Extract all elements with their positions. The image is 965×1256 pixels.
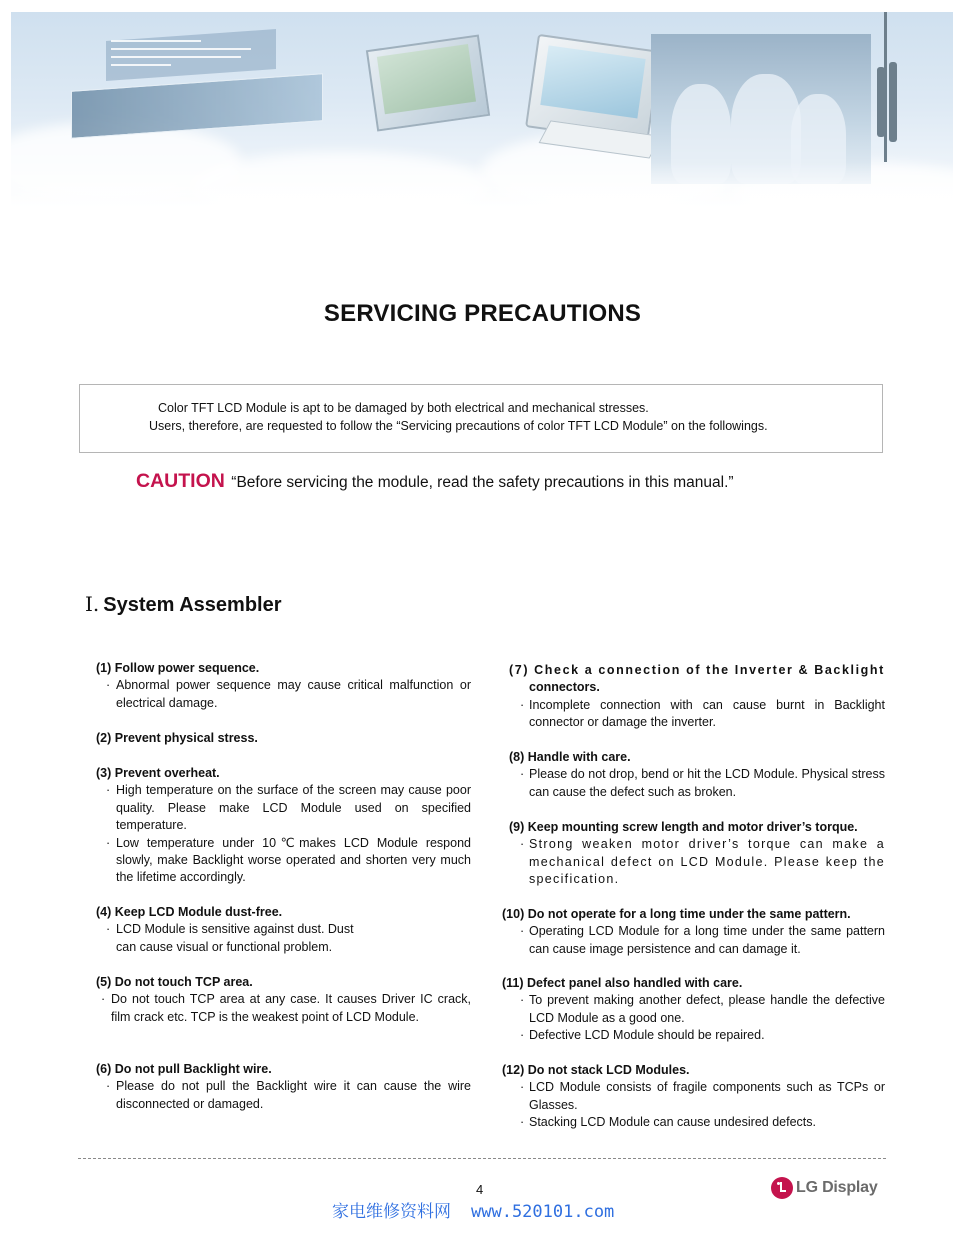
item-heading: (5) Do not touch TCP area. — [96, 975, 253, 989]
item-heading: (1) Follow power sequence. — [96, 661, 260, 675]
item-bullet — [509, 697, 885, 732]
item-heading: (2) Prevent physical stress. — [96, 731, 258, 745]
bullet-dot: · — [520, 1028, 525, 1043]
precaution-item-11 — [502, 975, 885, 1045]
precaution-item-3 — [96, 765, 471, 887]
bullet-dot: · — [520, 924, 525, 939]
bullet-text: Please do not pull the Backlight wire it can cause the wire disconnected or damaged. — [116, 1079, 471, 1111]
page-title: SERVICING PRECAUTIONS — [323, 300, 642, 327]
precaution-item-8 — [509, 749, 885, 801]
watermark-chinese: 家电维修资料网 — [332, 1202, 451, 1221]
bullet-text: Strong weaken motor driver’s torque can make a mechanical defect on LCD Module. Please keep the specification. — [529, 837, 885, 887]
item-bullet — [96, 991, 471, 1026]
item-bullet — [502, 1114, 885, 1131]
item-heading: (10) Do not operate for a long time under the same pattern. — [502, 907, 851, 921]
bullet-text: Stacking LCD Module can cause undesired defects. — [529, 1115, 816, 1130]
footer-divider — [78, 1158, 886, 1159]
page-number: 4 — [476, 1182, 484, 1197]
header-banner-image — [11, 12, 953, 212]
precaution-item-2 — [96, 730, 471, 747]
brand-name: LG Display — [796, 1179, 878, 1196]
item-bullet — [502, 923, 885, 958]
item-heading: (9) Keep mounting screw length and motor driver’s torque. — [509, 820, 858, 834]
item-heading-line-2: connectors. — [529, 680, 600, 695]
bullet-dot: · — [106, 1079, 111, 1094]
item-bullet — [96, 782, 471, 834]
precaution-item-12 — [502, 1062, 885, 1132]
item-heading: (11) Defect panel also handled with care. — [502, 976, 743, 990]
watermark-url: www.520101.com — [471, 1202, 615, 1222]
watermark — [332, 1197, 614, 1222]
bullet-dot: · — [106, 783, 111, 798]
section-title: System Assembler — [103, 594, 282, 616]
item-bullet — [96, 835, 471, 887]
bullet-text: Low temperature under 10℃makes LCD Module respond slowly, make Backlight worse operated and shorten very much the lifetime accordingly. — [116, 835, 471, 885]
bullet-text: To prevent making another defect, please handle the defective LCD Module as a good one. — [529, 993, 885, 1025]
lg-logo-icon — [771, 1177, 793, 1199]
item-bullet — [502, 992, 885, 1027]
item-bullet — [509, 766, 885, 801]
bullet-dot: · — [106, 678, 111, 693]
caution-message: “Before servicing the module, read the safety precautions in this manual.” — [231, 474, 734, 491]
bullet-dot: · — [520, 837, 526, 852]
precaution-item-10 — [502, 906, 885, 958]
bullet-dot: · — [106, 835, 111, 850]
bullet-text: Do not touch TCP area at any case. It causes Driver IC crack, film crack etc. TCP is the weakest point of LCD Module. — [111, 992, 471, 1024]
item-bullet — [96, 1078, 471, 1113]
caution-line — [136, 470, 734, 493]
bullet-text: LCD Module consists of fragile components such as TCPs or Glasses. — [529, 1080, 885, 1112]
item-heading-line-1: (7) Check a connection of the Inverter & Backlight — [509, 663, 885, 677]
bullet-dot: · — [520, 697, 525, 712]
item-bullet — [502, 1079, 885, 1114]
intro-line-1: Color TFT LCD Module is apt to be damaged by both electrical and mechanical stresses. — [158, 401, 649, 415]
bullet-text: Incomplete connection with can cause burnt in Backlight connector or damage the inverter. — [529, 697, 885, 730]
bullet-text: Abnormal power sequence may cause critical malfunction or electrical damage. — [116, 678, 471, 710]
bullet-text: LCD Module is sensitive against dust. Dust can cause visual or functional problem. — [116, 922, 354, 954]
item-heading: (4) Keep LCD Module dust-free. — [96, 905, 283, 919]
bullet-text: Operating LCD Module for a long time under the same pattern can cause image persistence and can damage it. — [529, 924, 885, 956]
section-number: Ⅰ. — [85, 592, 100, 616]
bullet-dot: · — [106, 922, 111, 937]
precaution-item-5 — [96, 974, 471, 1026]
precaution-item-4 — [96, 904, 471, 956]
item-heading: (6) Do not pull Backlight wire. — [96, 1062, 272, 1076]
precaution-item-9 — [509, 819, 885, 889]
precaution-item-6 — [96, 1061, 471, 1113]
bullet-text: Please do not drop, bend or hit the LCD Module. Physical stress can cause the defect such as broken. — [529, 767, 885, 799]
bullet-dot: · — [520, 1115, 525, 1130]
bullet-dot: · — [520, 767, 525, 782]
bullet-dot: · — [520, 1080, 525, 1095]
item-bullet — [96, 677, 471, 712]
intro-line-2: Users, therefore, are requested to follow the “Servicing precautions of color TFT LCD Module” on the followings. — [149, 419, 768, 433]
caution-label: CAUTION — [136, 470, 225, 492]
item-heading: (12) Do not stack LCD Modules. — [502, 1063, 690, 1077]
bullet-text: Defective LCD Module should be repaired. — [529, 1028, 765, 1043]
item-bullet — [96, 921, 356, 956]
precaution-item-1 — [96, 660, 471, 712]
item-heading: (3) Prevent overheat. — [96, 766, 220, 780]
lg-display-logo — [771, 1177, 878, 1201]
item-bullet — [502, 1027, 885, 1044]
bullet-dot: · — [101, 992, 106, 1007]
item-bullet — [509, 836, 885, 888]
precaution-item-7 — [509, 662, 885, 732]
bullet-text: High temperature on the surface of the screen may cause poor quality. Please make LCD Module used on specified temperature. — [116, 783, 471, 833]
bullet-dot: · — [520, 993, 525, 1008]
item-heading: (8) Handle with care. — [509, 750, 631, 764]
section-heading — [85, 592, 282, 617]
